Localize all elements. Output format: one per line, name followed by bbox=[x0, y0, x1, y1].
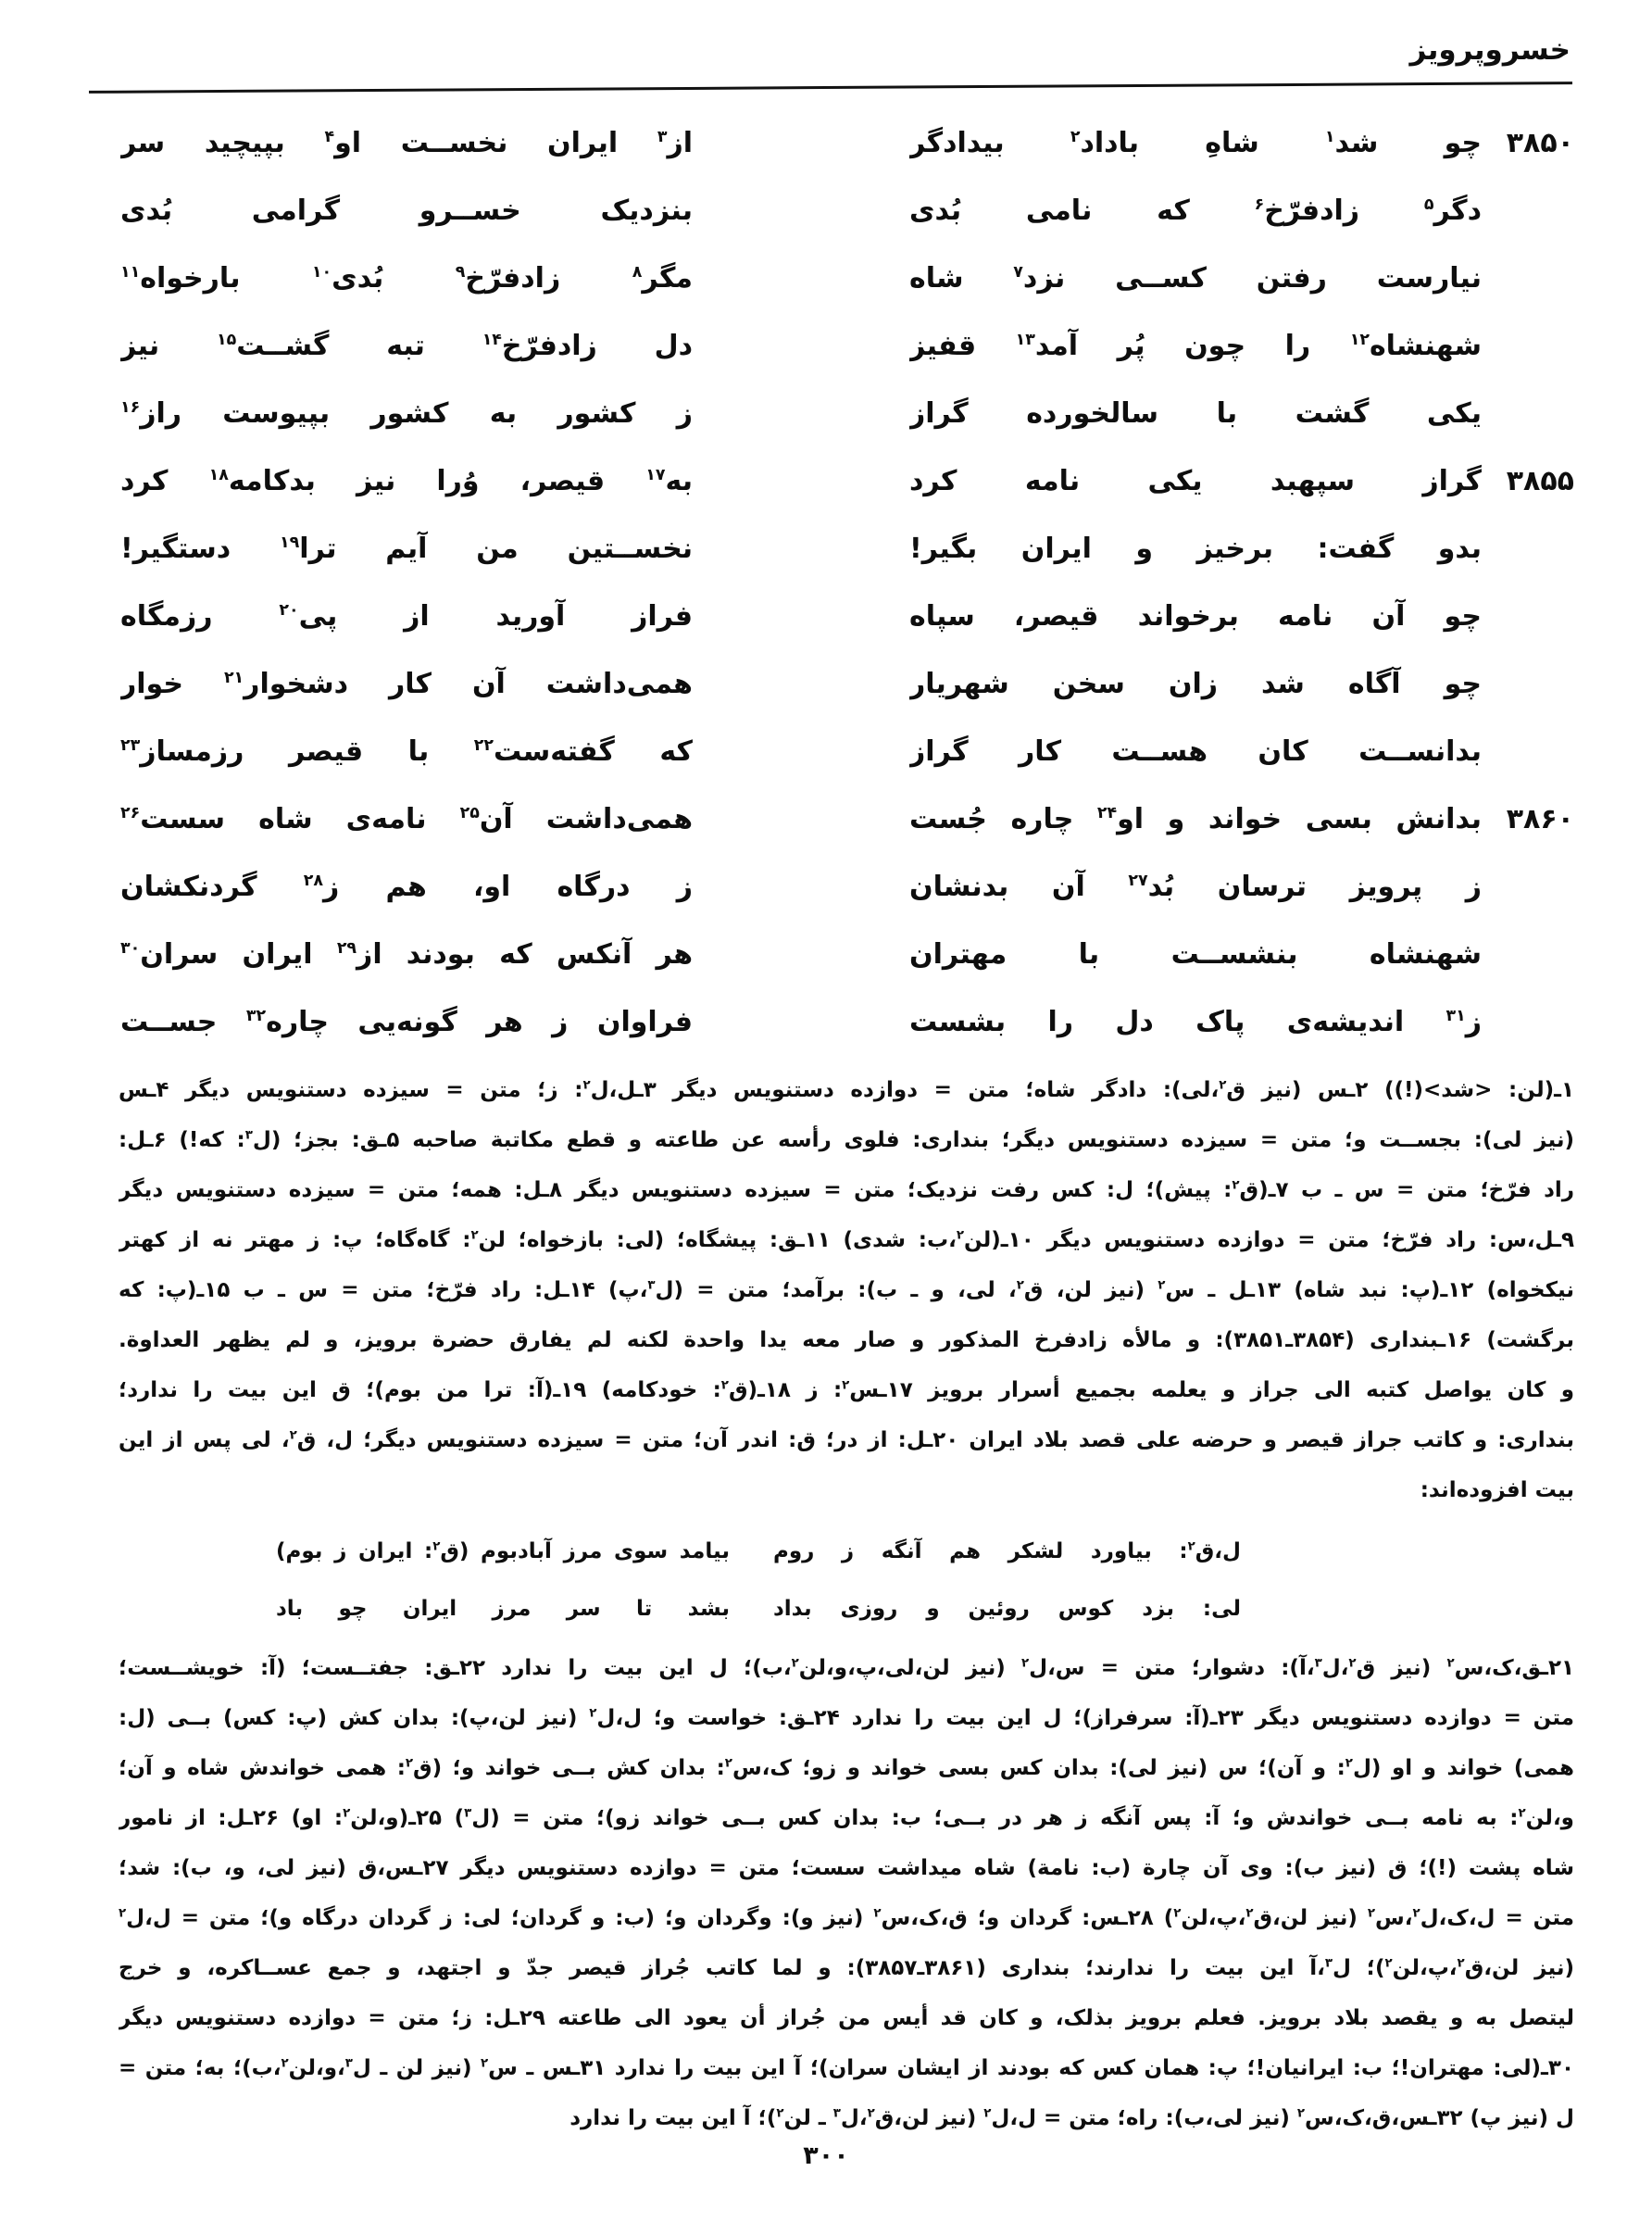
hemistich-left: مگر$^۸$ زادفرّخ$^۹$ بُدی$^{۱۰}$ بارخواه$^{۱۱}$ bbox=[120, 262, 693, 295]
footnote-line: و کان یواصل کتبه الی جراز و یعلمه بجمیع أسرار برویز ۱۷ـس$^۲$: ز ۱۸ـ(ق$^۲$: خودکامه) ۱۹ـ(آ: ترا من بوم)؛ ق این بیت را ندارد؛ bbox=[119, 1378, 1574, 1402]
footnote-line: متن = ل،ک،ل$^۲$،س$^۲$ (نیز لن،ق$^۲$،پ،لن$^۲$) ۲۸ـس: گردان و؛ ق،ک،س$^۲$ (نیز و): وگردان و؛ (ب: و گردان؛ لی: ز گردان درگاه و)؛ متن = ل،ل$^۲$ bbox=[119, 1906, 1574, 1930]
couplet-right-hemistich: لی: بزد کوس روئین و روزی بداد bbox=[773, 1597, 1241, 1621]
verse-row bbox=[120, 583, 1574, 650]
verse-number: ۳۸۵۵ bbox=[1506, 465, 1574, 497]
footnote-line: ۲۱ـق،ک،س$^۲$ (نیز ق$^۲$،ل$^۳$،آ): دشوار؛ متن = س،ل$^۲$ (نیز لن،لی،پ،و،لن$^۲$،ب)؛ ل این بیت را ندارد ۲۲ـق: جفتــست؛ (آ: خویشــست؛ bbox=[119, 1656, 1574, 1680]
hemistich-left: فراوان ز هر گونه‌یی چاره$^{۳۲}$ جســت bbox=[120, 1006, 693, 1038]
footnotes-block-2 bbox=[119, 1643, 1574, 2143]
hemistich-left: که گفته‌ست$^{۲۲}$ با قیصر رزمساز$^{۲۳}$ bbox=[120, 735, 693, 768]
couplet-right-hemistich: ل،ق$^۲$: بیاورد لشکر هم آنگه ز روم bbox=[773, 1539, 1241, 1563]
verse-row bbox=[120, 515, 1574, 583]
footnote-line: و،لن$^۲$: به نامه بــی خواندش و؛ آ: پس آنگه ز هر در بــی؛ ب: بدان کس بــی خواند زو)؛ متن = (ل$^۳$) ۲۵ـ(و،لن$^۲$: او) ۲۶ـل: از نامور bbox=[119, 1806, 1574, 1830]
hemistich-right: ز$^{۳۱}$ اندیشه‌ی پاک دل را بشست bbox=[909, 1006, 1482, 1038]
couplet-left-hemistich: بیامد سوی مرز آبادبوم (ق$^۲$: ایران ز بوم) bbox=[276, 1539, 730, 1563]
verse-row bbox=[120, 447, 1574, 515]
hemistich-right: نیارست رفتن کســی نزد$^۷$ شاه bbox=[909, 262, 1482, 295]
hemistich-right: گراز سپهبد یکی نامه کرد bbox=[909, 465, 1482, 497]
verse-row bbox=[120, 245, 1574, 312]
hemistich-right: بدانســت کان هســت کار گراز bbox=[909, 735, 1482, 768]
verse-row bbox=[120, 380, 1574, 447]
hemistich-left: هر آنکس که بودند از$^{۲۹}$ ایران سران$^{۳۰}$ bbox=[120, 938, 693, 971]
hemistich-right: شهنشاه$^{۱۲}$ را چون پُر آمد$^{۱۳}$ قفیز bbox=[909, 330, 1482, 362]
verse-row bbox=[120, 853, 1574, 921]
verse-row bbox=[120, 988, 1574, 1056]
hemistich-left: همی‌داشت آن کار دشخوار$^{۲۱}$ خوار bbox=[120, 668, 693, 700]
footnote-line: ۹ـل،س: راد فرّخ؛ متن = دوازده دستنویس دیگر ۱۰ـ(لن$^۲$،ب: شدی) ۱۱ـق: پیشگاه؛ (لی: بازخواه؛ لن$^۲$: گاه‌گاه؛ پ: ز مهتر نه از کهتر bbox=[119, 1228, 1574, 1252]
hemistich-left: بنزدیک خســرو گرامی بُدی bbox=[120, 195, 693, 227]
hemistich-left: دل زادفرّخ$^{۱۴}$ تبه گشــت$^{۱۵}$ نیز bbox=[120, 330, 693, 362]
footnote-line: ل (نیز پ) ۳۲ـس،ق،ک،س$^۲$ (نیز لی،ب): راه؛ متن = ل،ل$^۲$ (نیز لن،ق$^۲$،ل$^۳$ ـ لن$^۲$)؛ آ این بیت را ندارد bbox=[569, 2106, 1574, 2130]
page-title: خسروپرویز bbox=[1409, 33, 1571, 67]
verse-row bbox=[120, 312, 1574, 380]
footnotes bbox=[119, 1065, 1574, 2143]
verse-row bbox=[120, 109, 1574, 177]
hemistich-left: از$^۳$ ایران نخســت او$^۴$ بپیچید سر bbox=[120, 127, 693, 159]
variant-couplets bbox=[119, 1515, 1574, 1638]
footnote-line: بنداری: و کاتب جراز قیصر و حرضه علی قصد بلاد ایران ۲۰ـل: از در؛ ق: اندر آن؛ متن = سیزده دستنویس دیگر؛ ل، ق$^۲$، لی پس از این bbox=[119, 1428, 1574, 1452]
footnote-line: راد فرّخ؛ متن = س ـ ب ۷ـ(ق$^۲$: پیش)؛ ل: کس رفت نزدیک؛ متن = سیزده دستنویس دیگر ۸ـل: همه؛ متن = سیزده دستنویس دیگر bbox=[119, 1178, 1574, 1202]
verse-row bbox=[120, 785, 1574, 853]
footnote-line: همی) خواند و او (ل$^۲$: و آن)؛ س (نیز لی): بدان کس بسی خواند و زو؛ ک،س$^۲$: بدان کش بــی خواند و؛ (ق$^۲$: همی خواندش شاه و آن؛ bbox=[119, 1756, 1574, 1780]
hemistich-right: دگر$^۵$ زادفرّخ$^۶$ که نامی بُدی bbox=[909, 195, 1482, 227]
footnote-line: بیت افزوده‌اند: bbox=[1420, 1478, 1574, 1502]
hemistich-left: ز درگاه او، هم ز$^{۲۸}$ گردنکشان bbox=[120, 871, 693, 903]
header-rule bbox=[89, 82, 1572, 94]
hemistich-right: شهنشاه بنشســت با مهتران bbox=[909, 938, 1482, 971]
hemistich-right: بدو گفت: برخیز و ایران بگیر! bbox=[909, 533, 1482, 565]
footnotes-block-1 bbox=[119, 1065, 1574, 1515]
verse-row bbox=[120, 718, 1574, 785]
hemistich-left: فراز آورید از پی$^{۲۰}$ رزمگاه bbox=[120, 600, 693, 633]
verse-number: ۳۸۶۰ bbox=[1506, 803, 1574, 835]
hemistich-right: یکی گشت با سالخورده گراز bbox=[909, 397, 1482, 430]
hemistich-right: چو آن نامه برخواند قیصر، سپاه bbox=[909, 600, 1482, 633]
footnote-line: (نیز لی): بجســت و؛ متن = سیزده دستنویس دیگر؛ بنداری: فلوی رأسه عن طاعته و قطع مکاتبة صاحبه ۵ـق: بجز؛ (ل$^۳$: که!) ۶ـل: bbox=[119, 1128, 1574, 1152]
page-number: ۳۰۰ bbox=[803, 2141, 849, 2170]
footnote-line: (نیز لن،ق$^۲$،پ،لن$^۲$)؛ ل$^۳$،آ این بیت را ندارند؛ بنداری (۳۸۶۱ـ۳۸۵۷): و لما کاتب جُراز قیصر جدّ و اجتهد، و جمع عســاکره، و خرج bbox=[119, 1956, 1574, 1980]
footnote-line: متن = دوازده دستنویس دیگر ۲۳ـ(آ: سرفراز)؛ ل این بیت را ندارد ۲۴ـق: خواست و؛ ل،ل$^۲$ (نیز لن،پ): بدان کش (پ: کس) بــی (ل: bbox=[119, 1706, 1574, 1730]
verse-row bbox=[120, 650, 1574, 718]
hemistich-left: به$^{۱۷}$ قیصر، وُرا نیز بدکامه$^{۱۸}$ کرد bbox=[120, 465, 693, 497]
couplet-row bbox=[276, 1523, 1241, 1580]
hemistich-left: ز کشور به کشور بپیوست راز$^{۱۶}$ bbox=[120, 397, 693, 430]
hemistich-left: همی‌داشت آن$^{۲۵}$ نامه‌ی شاه سست$^{۲۶}$ bbox=[120, 803, 693, 835]
footnote-line: ۳۰ـ(لی: مهتران!؛ ب: ایرانیان!؛ پ: همان کس که بودند از ایشان سران)؛ آ این بیت را ندارد ۳۱ـس ـ س$^۲$ (نیز لن ـ ل$^۳$،و،لن$^۲$،ب)؛ به؛ متن = bbox=[119, 2056, 1574, 2080]
verse-number: ۳۸۵۰ bbox=[1506, 127, 1574, 159]
couplet-row bbox=[276, 1580, 1241, 1638]
footnote-line: برگشت) ۱۶ـبنداری (۳۸۵۴ـ۳۸۵۱): و مالأه زادفرخ المذکور و صار معه یدا واحدة لکنه لم یفارق حضرة برویز، و لم یظهر العداوة. bbox=[119, 1328, 1574, 1352]
poem bbox=[120, 109, 1574, 1056]
hemistich-right: ز پرویز ترسان بُد$^{۲۷}$ آن بدنشان bbox=[909, 871, 1482, 903]
hemistich-right: بدانش بسی خواند و او$^{۲۴}$ چاره جُست bbox=[909, 803, 1482, 835]
verse-row bbox=[120, 177, 1574, 245]
hemistich-right: چو شد$^۱$ شاهِ باداد$^۲$ بیدادگر bbox=[909, 127, 1482, 159]
footnote-line: شاه پشت (!)؛ ق (نیز ب): وی آن چارة (ب: نامة) شاه میداشت سست؛ متن = دوازده دستنویس دیگر ۲۷ـس،ق (نیز لی، و، ب): شد؛ bbox=[119, 1856, 1574, 1880]
verse-row bbox=[120, 921, 1574, 988]
footnote-line: ۱ـ(لن: <شد>(!)) ۲ـس (نیز ق$^۲$،لی): دادگر شاه؛ متن = دوازده دستنویس دیگر ۳ـل،ل$^۲$: ز؛ متن = سیزده دستنویس دیگر ۴ـس bbox=[119, 1078, 1574, 1102]
footnote-line: لیتصل به و یقصد بلاد برویز. فعلم برویز بذلک، و کان قد أیس من جُراز أن یعود الی طاعته ۲۹ـل: ز؛ متن = دوازده دستنویس دیگر bbox=[119, 2006, 1574, 2030]
hemistich-right: چو آگاه شد زان سخن شهریار bbox=[909, 668, 1482, 700]
hemistich-left: نخســتین من آیم ترا$^{۱۹}$ دستگیر! bbox=[120, 533, 693, 565]
footnote-line: نیکخواه) ۱۲ـ(پ: نبد شاه) ۱۳ـل ـ س$^۲$ (نیز لن، ق$^۲$، لی، و ـ ب): برآمد؛ متن = (ل$^۳$،پ) ۱۴ـل: راد فرّخ؛ متن = س ـ ب ۱۵ـ(پ: که bbox=[119, 1278, 1574, 1302]
couplet-left-hemistich: بشد تا سر مرز ایران چو باد bbox=[276, 1597, 730, 1621]
